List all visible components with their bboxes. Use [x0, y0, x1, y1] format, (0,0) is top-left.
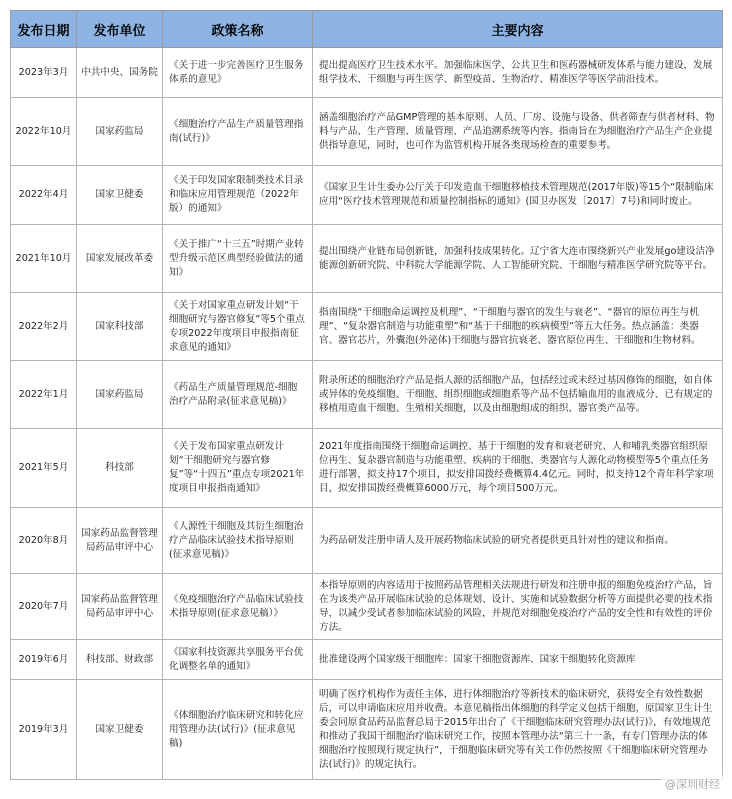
cell-policy-name: 《细胞治疗产品生产质量管理指南(试行)》 [163, 98, 313, 166]
table-row [11, 680, 723, 780]
cell-policy-name: 《人源性干细胞及其衍生细胞治疗产品临床试验技术指导原则(征求意见稿)》 [163, 508, 313, 574]
table-row [11, 361, 723, 429]
cell-content: 提出围绕产业链布局创新链，加强科技成果转化。辽宁省大连市围绕新兴产业发展go建设洁净能源创新研究院、中科院大学能源学院、人工智能研究院、干细胞与精准医学研究院等平台。 [313, 225, 723, 293]
cell-content: 本指导原则的内容适用于按照药品管理相关法规进行研发和注册申报的细胞免疫治疗产品，旨在为该类产品开展临床试验的总体规划、设计、实施和试验数据分析等方面提供必要的技术指导，以减少受试者参加临床试验的风险，并规范对细胞免疫治疗产品的安全性和有效性的评价方法。 [313, 574, 723, 640]
cell-unit: 国家药监局 [77, 361, 163, 429]
cell-date: 2022年10月 [11, 98, 77, 166]
cell-date: 2019年6月 [11, 640, 77, 680]
cell-date: 2021年10月 [11, 225, 77, 293]
table-row [11, 98, 723, 166]
table-body [11, 48, 723, 780]
cell-policy-name: 《关于对国家重点研发计划“干细胞研究与器官修复”等5个重点专项2022年度项目申报指南征求意见的通知》 [163, 293, 313, 361]
cell-content: 附录所述的细胞治疗产品是指人源的活细胞产品，包括经过或未经过基因修饰的细胞，如自体或异体的免疫细胞、干细胞、组织细胞或细胞系等产品不包括输血用的血液成分、已有规定的移植用造血干细胞、生殖相关细胞，以及由细胞组成的组织、器官类产品等。 [313, 361, 723, 429]
cell-policy-name: 《关于印发国家限制类技术目录和临床应用管理规范（2022年版）的通知》 [163, 166, 313, 225]
cell-policy-name: 《免疫细胞治疗产品临床试验技术指导原则(征求意见稿）》 [163, 574, 313, 640]
cell-date: 2022年4月 [11, 166, 77, 225]
cell-date: 2020年7月 [11, 574, 77, 640]
cell-policy-name: 《关于进一步完善医疗卫生服务体系的意见》 [163, 48, 313, 98]
cell-unit: 国家药品监督管理局药品审评中心 [77, 508, 163, 574]
table-header [11, 11, 723, 48]
cell-date: 2021年5月 [11, 429, 77, 508]
cell-unit: 国家科技部 [77, 293, 163, 361]
cell-policy-name: 《药品生产质量管理规范-细胞治疗产品附录(征求意见稿)》 [163, 361, 313, 429]
cell-policy-name: 《关于发布国家重点研发计划“干细胞研究与器官修复”等“十四五”重点专项2021年度项目申报指南通知》 [163, 429, 313, 508]
cell-content: 涵盖细胞治疗产品GMP管理的基本原则、人员、厂房、设施与设备、供者筛查与供者材料、物料与产品、生产管理、质量管理、产品追溯系统等内容。指南旨在为细胞治疗产品生产企业提供指导意见，同时，也可作为监管机构开展各类现场检查的重要参考。 [313, 98, 723, 166]
cell-unit: 中共中央、国务院 [77, 48, 163, 98]
cell-unit: 科技部、财政部 [77, 640, 163, 680]
cell-unit: 国家卫健委 [77, 680, 163, 780]
cell-unit: 国家药品监督管理局药品审评中心 [77, 574, 163, 640]
cell-content: 指南围绕“干细胞命运调控及机理”、“干细胞与器官的发生与衰老”、“器官的原位再生与机理”、“复杂器官制造与功能重塑”和“基于干细胞的疾病模型”等五大任务。热点涵盖：类器官、器官芯片，外囊泡(外泌体)干细胞与器官抗衰老、器官原位再生、干细胞和生物材料。 [313, 293, 723, 361]
header-content: 主要内容 [313, 11, 723, 48]
cell-date: 2022年1月 [11, 361, 77, 429]
cell-policy-name: 《体细胞治疗临床研究和转化应用管理办法(试行)》(征求意见稿) [163, 680, 313, 780]
table-row [11, 429, 723, 508]
table-row [11, 574, 723, 640]
cell-policy-name: 《国家科技资源共享服务平台优化调整名单的通知》 [163, 640, 313, 680]
cell-content: 《国家卫生计生委办公厅关于印发造血干细胞移植技术管理规范(2017年版)等15个“限制临床应用“医疗技术管理规范和质量控制指标的通知》(国卫办医发〔2017〕7号)和同时废止。 [313, 166, 723, 225]
table-row [11, 640, 723, 680]
cell-date: 2020年8月 [11, 508, 77, 574]
cell-content: 提出提高医疗卫生技术水平。加强临床医学、公共卫生和医药器械研发体系与能力建设，发展组学技术、干细胞与再生医学、新型疫苗、生物治疗、精准医学等医学前沿技术。 [313, 48, 723, 98]
cell-date: 2023年3月 [11, 48, 77, 98]
table-row [11, 508, 723, 574]
table-row [11, 293, 723, 361]
cell-content: 2021年度指南围绕干细胞命运调控、基于干细胞的发育和衰老研究、人和哺乳类器官组织原位再生、复杂器官制造与功能重塑、疾病的干细胞、类器官与人源化动物模型等5个重点任务进行部署，拟支持17个项目，拟安排国拨经费概算4.4亿元。同时，拟支持12个青年科学家项目，拟安排国拨经费概算6000万元，每个项目500万元。 [313, 429, 723, 508]
cell-date: 2019年3月 [11, 680, 77, 780]
cell-content: 为药品研发注册申请人及开展药物临床试验的研究者提供更具针对性的建议和指南。 [313, 508, 723, 574]
header-date: 发布日期 [11, 11, 77, 48]
source-watermark: @深圳财经 [661, 775, 724, 793]
header-policy-name: 政策名称 [163, 11, 313, 48]
cell-unit: 国家发展改革委 [77, 225, 163, 293]
cell-content: 明确了医疗机构作为责任主体，进行体细胞治疗等新技术的临床研究，获得安全有效性数据后，可以申请临床应用并收费。本意见稿指出体细胞的科学定义包括干细胞，原国家卫生计生委会同原食品药品监督总局于2015年出台了《干细胞临床研究管理办法(试行)》，有效地规范和推动了我国干细胞治疗临床研究工作，按照本管理办法“第三十一条，有专门管理办法的体细胞治疗按照现行规定执行”，干细胞临床研究等有关工作仍然按照《干细胞临床研究管理办法(试行)》的规定执行。 [313, 680, 723, 780]
table-row [11, 166, 723, 225]
cell-unit: 国家卫健委 [77, 166, 163, 225]
cell-content: 批准建设两个国家级干细胞库：国家干细胞资源库、国家干细胞转化资源库 [313, 640, 723, 680]
cell-unit: 科技部 [77, 429, 163, 508]
table-row [11, 225, 723, 293]
cell-policy-name: 《关于推广“十三五”时期产业转型升级示范区典型经验做法的通知》 [163, 225, 313, 293]
cell-date: 2022年2月 [11, 293, 77, 361]
policy-table [10, 10, 723, 780]
cell-unit: 国家药监局 [77, 98, 163, 166]
header-unit: 发布单位 [77, 11, 163, 48]
header-row [11, 11, 723, 48]
table-row [11, 48, 723, 98]
